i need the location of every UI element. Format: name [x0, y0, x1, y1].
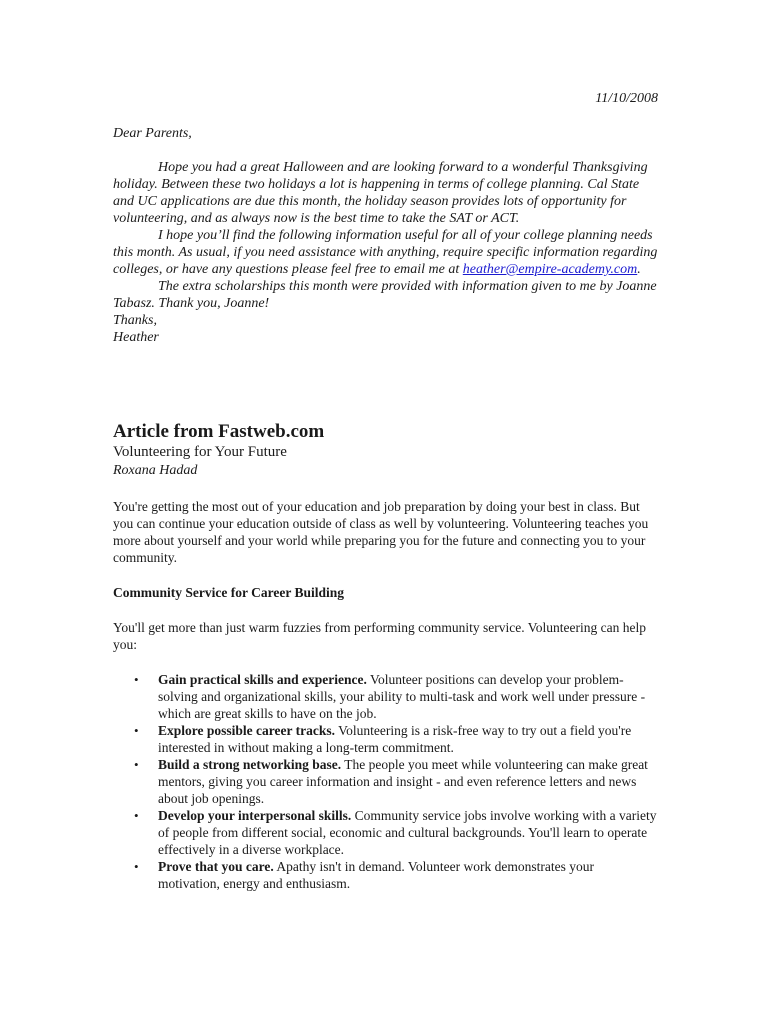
- list-item: [113, 722, 658, 756]
- bullet-icon: •: [134, 757, 139, 772]
- email-suffix: .: [637, 262, 641, 277]
- article-title: Volunteering for Your Future: [113, 444, 287, 460]
- email-link[interactable]: heather@empire-academy.com: [462, 262, 638, 277]
- benefit-text: Volunteering is a risk-free way to try out a field you're interested in without making a long-term commitment.: [158, 723, 632, 755]
- list-item: [113, 807, 658, 858]
- section-heading: Community Service for Career Building: [113, 585, 344, 600]
- benefit-title: Build a strong networking base.: [158, 757, 342, 772]
- benefit-text: The people you meet while volunteering can make great mentors, giving you career information and insight - and even reference letters and news about job openings.: [158, 757, 648, 806]
- list-item: [113, 756, 658, 807]
- letter-paragraph-2-text: I hope you’ll find the following information useful for all of your college planning needs this month. As usual, if you need assistance with anything, require specific information regarding colleges, or have any questions please feel free to email me at: [113, 228, 658, 277]
- benefit-text: Volunteer positions can develop your problem-solving and organizational skills, your ability to multi-task and work well under pressure - which are great skills to have on the job.: [158, 672, 646, 721]
- article-intro: You're getting the most out of your education and job preparation by doing your best in class. But you can continue your education outside of class as well by volunteering. Volunteering teaches you more about yourself and your world while preparing you for the future and connecting you to your community.: [113, 499, 649, 565]
- section-intro: You'll get more than just warm fuzzies from performing community service. Volunteering can help you:: [113, 620, 646, 652]
- letter-body: [113, 125, 658, 346]
- letter-date: 11/10/2008: [595, 91, 658, 106]
- benefits-list: [113, 671, 658, 892]
- benefit-title: Prove that you care.: [158, 859, 274, 874]
- letter-paragraph-3: The extra scholarships this month were provided with information given to me by Joanne Tabasz. Thank you, Joanne!: [113, 279, 657, 311]
- bullet-icon: •: [134, 672, 139, 687]
- letter-closing: Thanks,: [113, 313, 157, 328]
- bullet-icon: •: [134, 723, 139, 738]
- benefit-title: Develop your interpersonal skills.: [158, 808, 352, 823]
- bullet-icon: •: [134, 808, 139, 823]
- letter-paragraph-2: [113, 227, 658, 278]
- benefit-title: Explore possible career tracks.: [158, 723, 335, 738]
- benefit-text: Community service jobs involve working with a variety of people from different social, economic and cultural backgrounds. You'll learn to operate effectively in a diverse workplace.: [158, 808, 657, 857]
- list-item: [113, 671, 658, 722]
- article-heading: Article from Fastweb.com: [113, 421, 325, 442]
- article-author: Roxana Hadad: [113, 463, 198, 478]
- list-item: [113, 858, 658, 892]
- benefit-text: Apathy isn't in demand. Volunteer work demonstrates your motivation, energy and enthusiasm.: [158, 859, 594, 891]
- letter-salutation: Dear Parents,: [113, 126, 192, 141]
- bullet-icon: •: [134, 859, 139, 874]
- letter-paragraph-1: Hope you had a great Halloween and are looking forward to a wonderful Thanksgiving holiday. Between these two holidays a lot is happening in terms of college planning. Cal State and UC applications are due this month, the holiday season provides lots of opportunity for volunteering, and as always now is the best time to take the SAT or ACT.: [113, 160, 648, 226]
- letter-signature: Heather: [113, 330, 159, 345]
- benefit-title: Gain practical skills and experience.: [158, 672, 367, 687]
